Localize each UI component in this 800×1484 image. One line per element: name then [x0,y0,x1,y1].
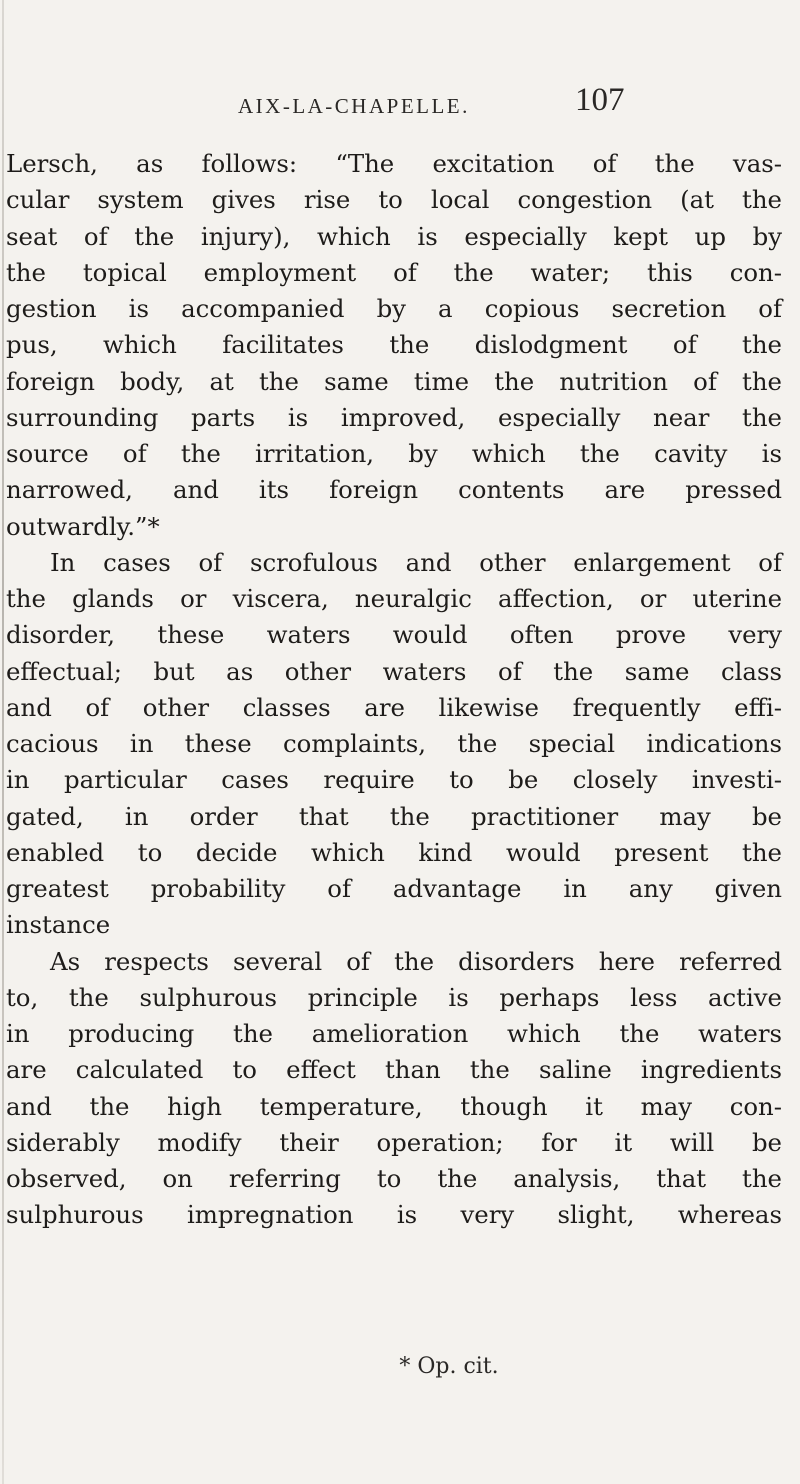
text-line: enabled to decide which kind would present the [6,837,782,867]
text-line: siderably modify their operation; for it will be [6,1127,782,1157]
text-line: in producing the amelioration which the waters [6,1019,782,1048]
text-line: seat of the injury), which is especially kept up by [6,221,782,251]
text-line: pus, which facilitates the dislodgment of the [6,330,782,360]
text-line: in particular cases require to be closely investi- [6,765,782,795]
running-head [0,80,800,130]
paragraph-quote [6,146,782,545]
text-line: outwardly.”* [6,511,160,541]
paragraph-sulphurous-principle [6,944,782,1234]
text-line: effectual; but as other waters of the same class [6,656,782,686]
text-line: As respects several of the disorders here referred [50,946,782,976]
text-line: to, the sulphurous principle is perhaps less active [6,982,782,1012]
text-line: and of other classes are likewise frequently effi- [6,692,782,722]
text-line: instance [6,910,111,940]
text-line: gated, in order that the practitioner may be [6,801,782,831]
footnote-text: * Op. cit. [399,1354,499,1379]
text-line: greatest probability of advantage in any given [6,874,782,903]
text-line: source of the irritation, by which the cavity is [6,439,782,468]
text-line: observed, on referring to the analysis, that the [6,1164,782,1193]
text-line: the glands or viscera, neuralgic affection, or uterine [6,584,782,613]
text-line: foreign body, at the same time the nutrition of the [6,366,782,396]
text-line: In cases of scrofulous and other enlargement of [50,547,782,577]
text-line: are calculated to effect than the saline ingredients [6,1055,782,1085]
paragraph-scrofulous-cases [6,545,782,944]
running-head-title: AIX-LA-CHAPELLE. [238,94,470,118]
text-line: gestion is accompanied by a copious secretion of [6,294,782,323]
page-number: 107 [575,82,625,118]
text-line: Lersch, as follows: “The excitation of the vas- [6,149,782,178]
text-line: cular system gives rise to local congestion (at the [6,185,782,215]
text-line: sulphurous impregnation is very slight, whereas [6,1200,782,1230]
text-line: cacious in these complaints, the special indications [6,729,782,758]
body-text [6,146,782,1234]
footnote [0,1354,800,1379]
page-edge-shadow [2,0,4,1484]
text-line: disorder, these waters would often prove very [6,620,782,650]
text-line: and the high temperature, though it may con- [6,1091,782,1121]
text-line: narrowed, and its foreign contents are pressed [6,475,782,505]
text-line: surrounding parts is improved, especially near the [6,402,782,432]
text-line: the topical employment of the water; this con- [6,257,782,287]
